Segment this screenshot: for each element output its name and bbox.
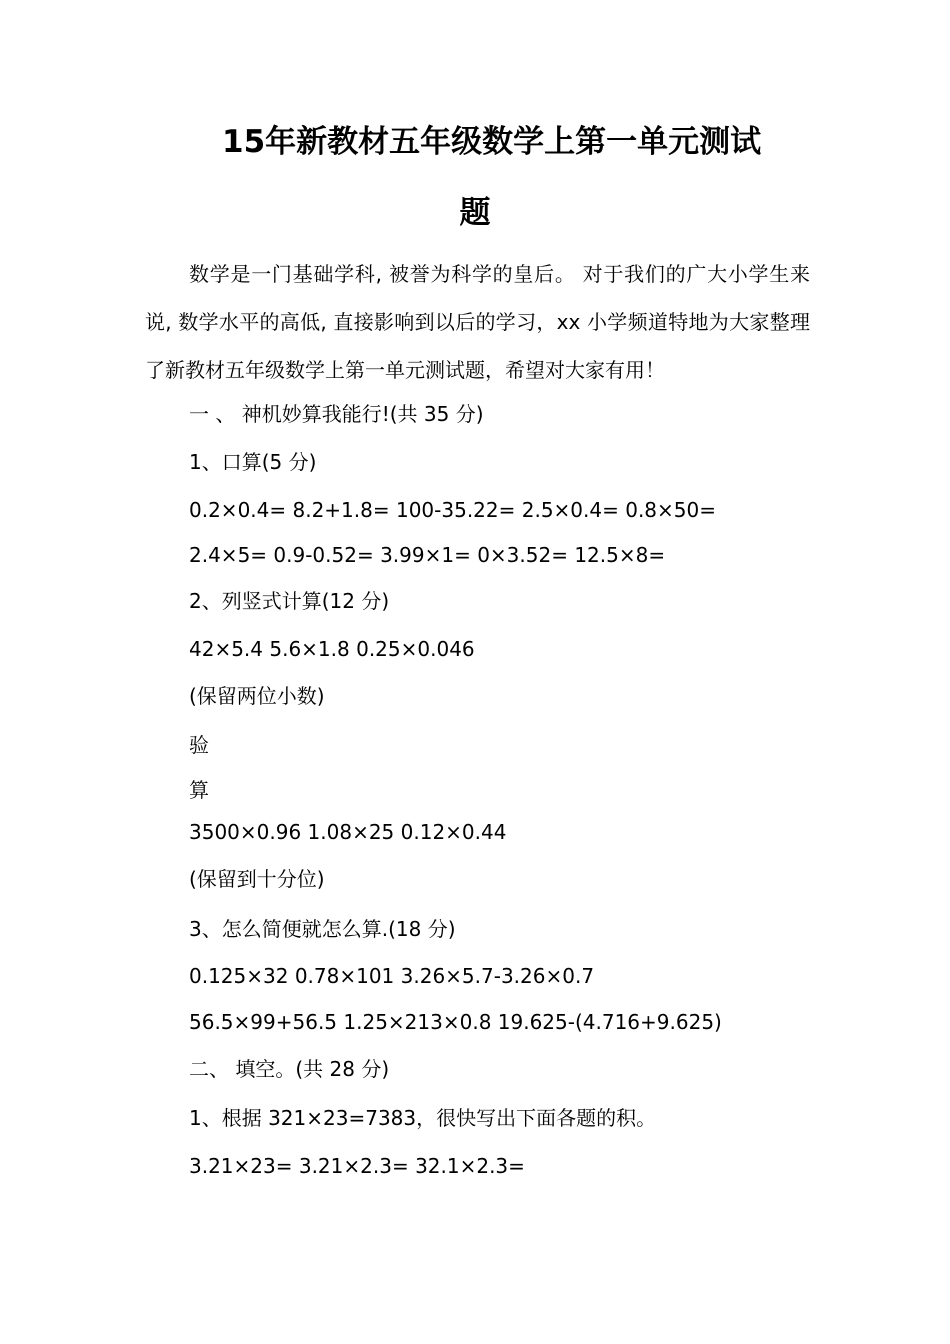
- note-two-decimals: (保留两位小数): [189, 684, 325, 708]
- document-title-line-1: 15年新教材五年级数学上第一单元测试: [222, 124, 762, 160]
- question-2-heading: 2、列竖式计算(12 分): [189, 589, 390, 613]
- note-tenths: (保留到十分位): [189, 867, 325, 891]
- vertical-calc-row-2: 3500×0.96 1.08×25 0.12×0.44: [189, 820, 507, 844]
- simplify-row-2: 56.5×99+56.5 1.25×213×0.8 19.625-(4.716+9.625): [189, 1010, 722, 1034]
- vertical-calc-row-1: 42×5.4 5.6×1.8 0.25×0.046: [189, 637, 475, 661]
- document-title-line-2: 题: [459, 195, 491, 231]
- section-1-heading: 一 、 神机妙算我能行!(共 35 分): [189, 402, 484, 426]
- fill-question-1-items: 3.21×23= 3.21×2.3= 32.1×2.3=: [189, 1154, 525, 1178]
- oral-calc-row-2: 2.4×5= 0.9-0.52= 3.99×1= 0×3.52= 12.5×8=: [189, 543, 666, 567]
- intro-paragraph: 数学是一门基础学科, 被誉为科学的皇后。 对于我们的广大小学生来说, 数学水平的高低, 直接影响到以后的学习，xx 小学频道特地为大家整理了新教材五年级数学上第一单元测试题，希望对大家有用！: [145, 262, 810, 382]
- verify-label-1: 验: [189, 733, 209, 757]
- simplify-row-1: 0.125×32 0.78×101 3.26×5.7-3.26×0.7: [189, 964, 595, 988]
- verify-label-2: 算: [189, 778, 209, 802]
- question-1-heading: 1、口算(5 分): [189, 450, 317, 474]
- question-3-heading: 3、怎么简便就怎么算.(18 分): [189, 917, 456, 941]
- section-2-heading: 二、 填空。(共 28 分): [189, 1057, 390, 1081]
- fill-question-1: 1、根据 321×23=7383，很快写出下面各题的积。: [189, 1106, 657, 1130]
- oral-calc-row-1: 0.2×0.4= 8.2+1.8= 100-35.22= 2.5×0.4= 0.8×50=: [189, 498, 716, 522]
